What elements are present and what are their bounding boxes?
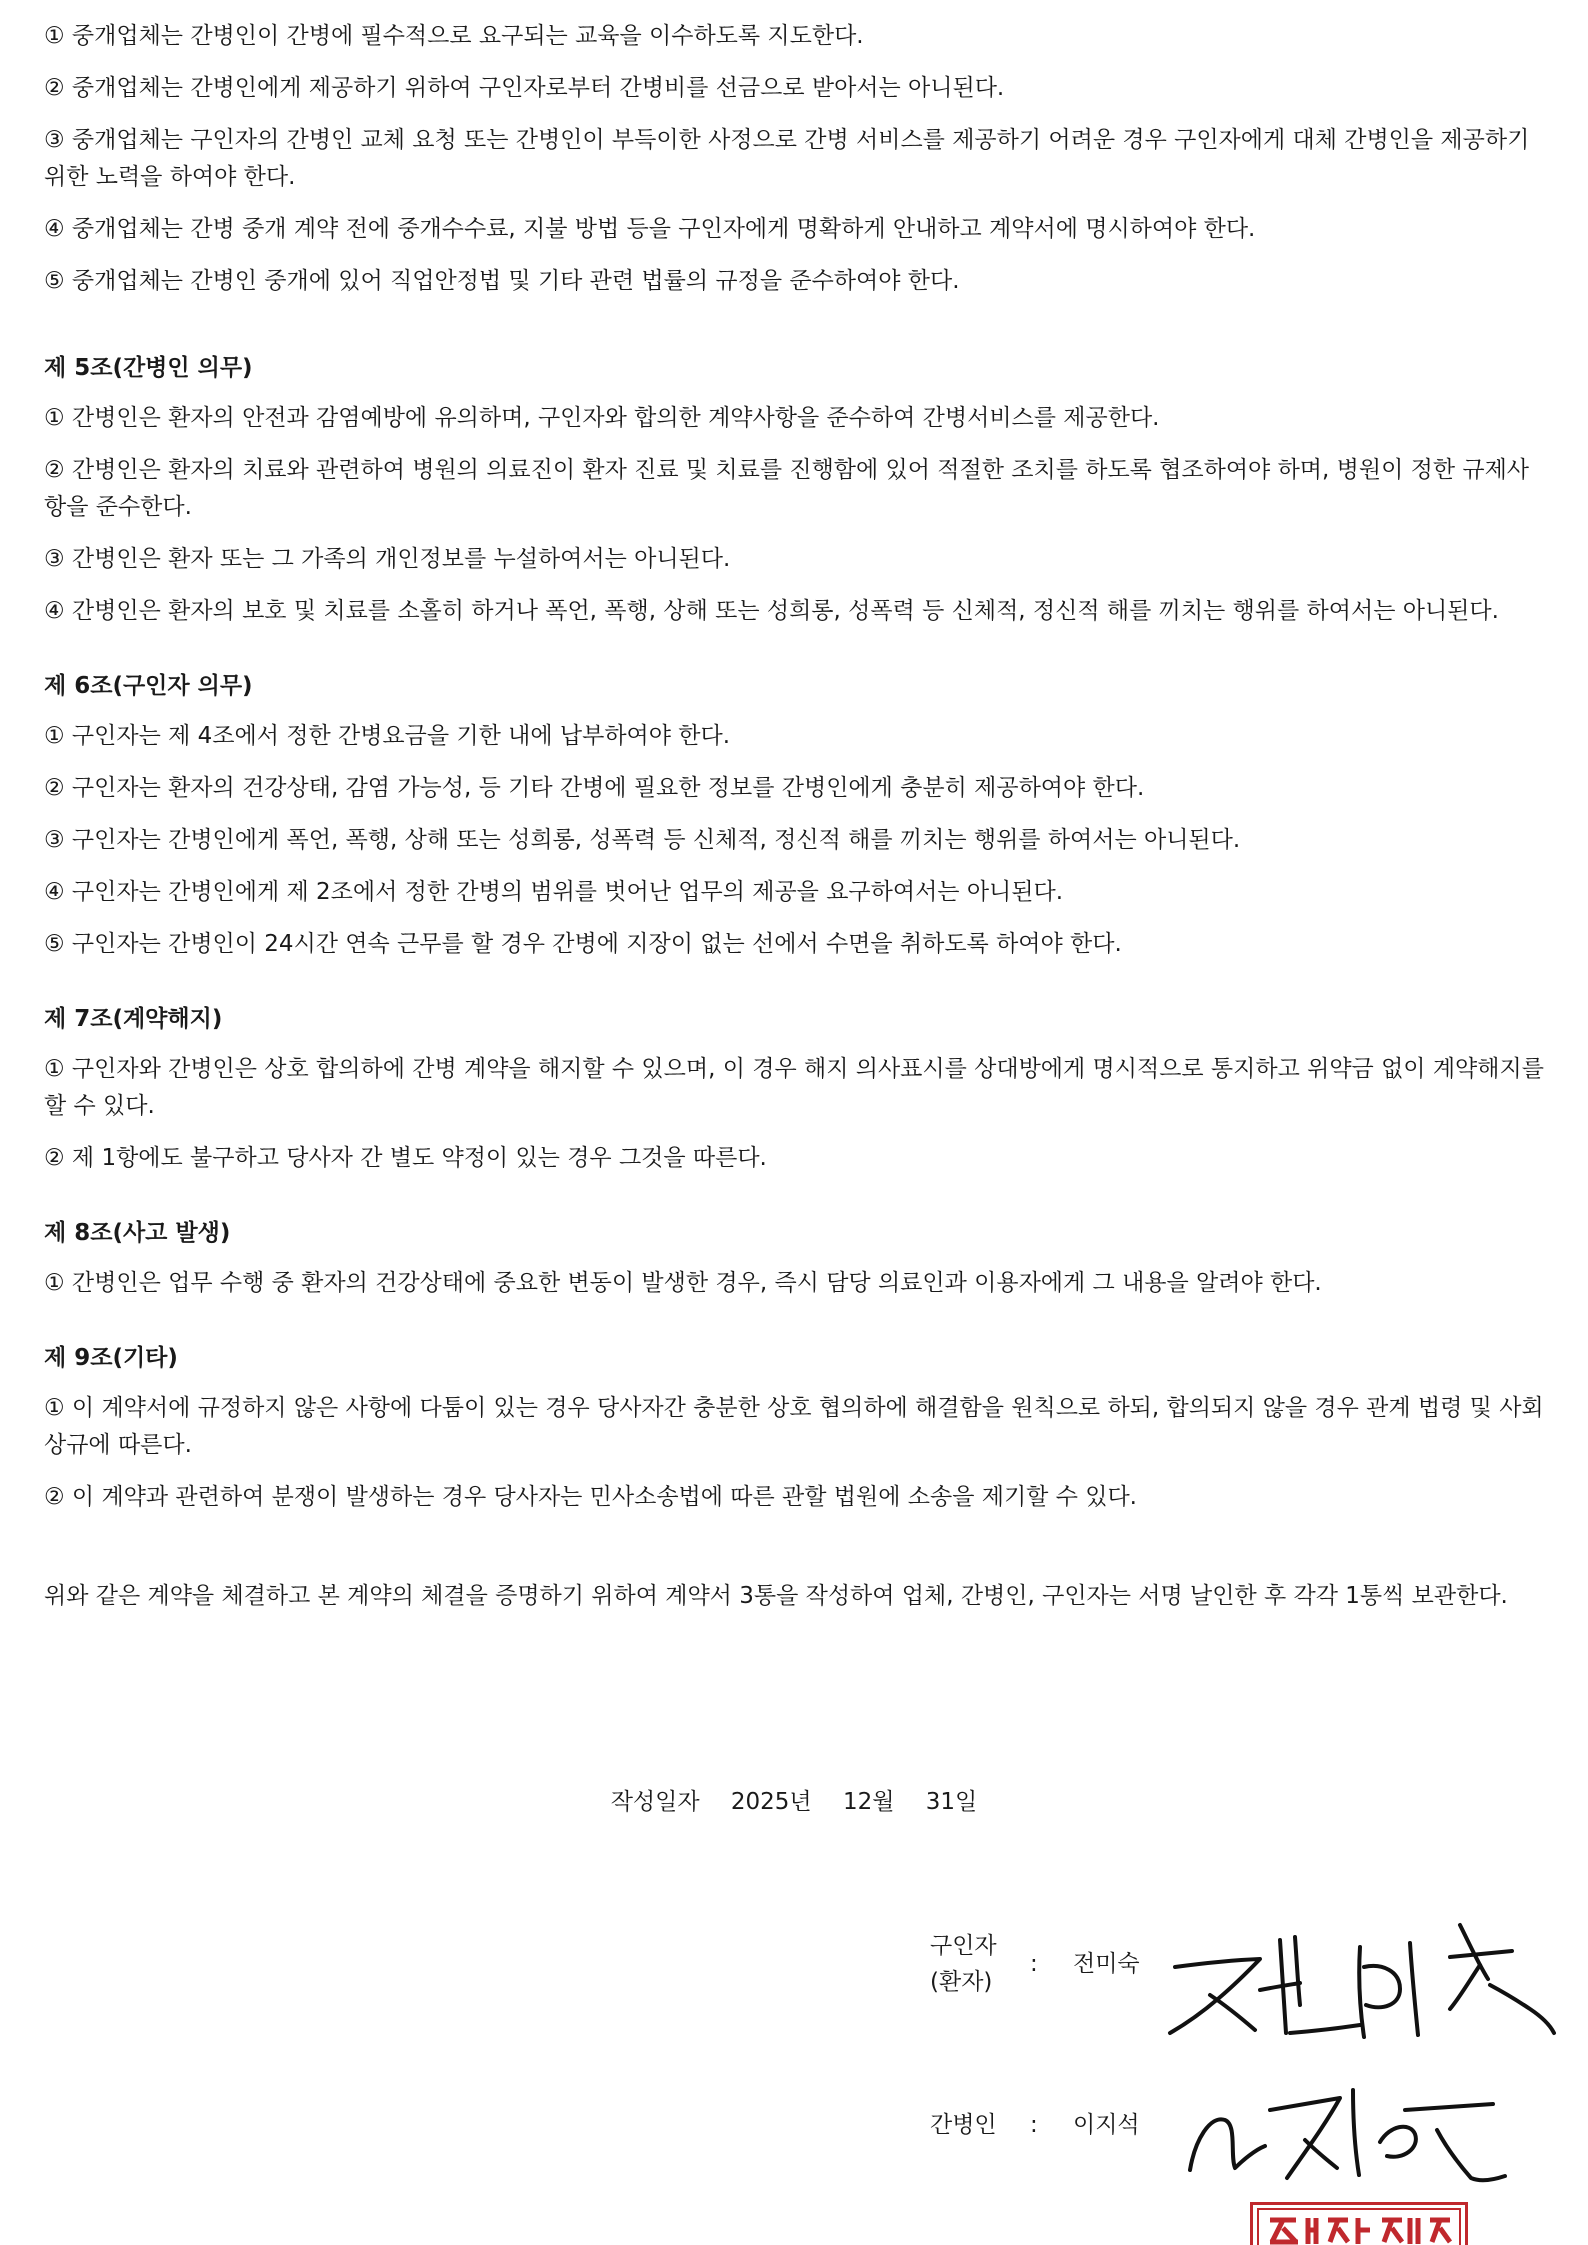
clause-item: ④ 간병인은 환자의 보호 및 치료를 소홀히 하거나 폭언, 폭행, 상해 또는 성희롱, 성폭력 등 신체적, 정신적 해를 끼치는 행위를 하여서는 아니된다. <box>44 598 1499 624</box>
clause-item: ② 구인자는 환자의 건강상태, 감염 가능성, 등 기타 간병에 필요한 정보를 간병인에게 충분히 제공하여야 한다. <box>44 775 1145 801</box>
article-heading: 제 6조(구인자 의무) <box>44 673 253 699</box>
closing-statement: 위와 같은 계약을 체결하고 본 계약의 체결을 증명하기 위하여 계약서 3통을 작성하여 업체, 간병인, 구인자는 서명 날인한 후 각각 1통씩 보관한다. <box>44 1583 1508 1609</box>
clause-item: ② 이 계약과 관련하여 분쟁이 발생하는 경우 당사자는 민사소송법에 따른 관할 법원에 소송을 제기할 수 있다. <box>44 1484 1137 1510</box>
intro-clauses <box>44 18 1550 300</box>
clause-item: ④ 중개업체는 간병 중개 계약 전에 중개수수료, 지불 방법 등을 구인자에게 명확하게 안내하고 계약서에 명시하여야 한다. <box>44 216 1256 242</box>
caregiver-handwritten-signature <box>1175 2070 1515 2185</box>
article-9-misc <box>44 1340 1550 1516</box>
article-7-termination <box>44 1001 1550 1177</box>
company-seal-stamp <box>1250 2202 1468 2245</box>
date-month: 12월 <box>842 1789 895 1815</box>
clause-item: ③ 간병인은 환자 또는 그 가족의 개인정보를 누설하여서는 아니된다. <box>44 546 731 572</box>
clause-item: ② 중개업체는 간병인에게 제공하기 위하여 구인자로부터 간병비를 선금으로 받아서는 아니된다. <box>44 75 1005 101</box>
article-5-caregiver-duties <box>44 350 1550 630</box>
clause-item: ④ 구인자는 간병인에게 제 2조에서 정한 간병의 범위를 벗어난 업무의 제공을 요구하여서는 아니된다. <box>44 879 1064 905</box>
clause-item: ⑤ 구인자는 간병인이 24시간 연속 근무를 할 경우 간병에 지장이 없는 선에서 수면을 취하도록 하여야 한다. <box>44 931 1122 957</box>
article-heading: 제 8조(사고 발생) <box>44 1220 231 1246</box>
clause-item: ① 중개업체는 간병인이 간병에 필수적으로 요구되는 교육을 이수하도록 지도한다. <box>44 23 864 49</box>
clause-item: ① 간병인은 업무 수행 중 환자의 건강상태에 중요한 변동이 발생한 경우, 즉시 담당 의료인과 이용자에게 그 내용을 알려야 한다. <box>44 1270 1322 1296</box>
contract-document <box>44 18 1550 1638</box>
clause-item: ② 간병인은 환자의 치료와 관련하여 병원의 의료진이 환자 진료 및 치료를 진행함에 있어 적절한 조치를 하도록 협조하여야 하며, 병원이 정한 규제사항을 준수한다. <box>44 457 1530 520</box>
clause-item: ① 구인자와 간병인은 상호 합의하에 간병 계약을 해지할 수 있으며, 이 경우 해지 의사표시를 상대방에게 명시적으로 통지하고 위약금 없이 계약해지를 할 수 있다. <box>44 1056 1544 1119</box>
clause-item: ① 이 계약서에 규정하지 않은 사항에 다툼이 있는 경우 당사자간 충분한 상호 협의하에 해결함을 원칙으로 하되, 합의되지 않을 경우 관계 법령 및 사회상규에 따른다. <box>44 1395 1544 1458</box>
clause-item: ② 제 1항에도 불구하고 당사자 간 별도 약정이 있는 경우 그것을 따른다. <box>44 1145 767 1171</box>
article-heading: 제 5조(간병인 의무) <box>44 355 253 381</box>
article-8-accident <box>44 1215 1550 1302</box>
client-role: 구인자 (환자) <box>930 1933 997 1995</box>
colon: : <box>1030 1951 1038 1977</box>
colon: : <box>1030 2112 1038 2138</box>
clause-item: ③ 중개업체는 구인자의 간병인 교체 요청 또는 간병인이 부득이한 사정으로 간병 서비스를 제공하기 어려운 경우 구인자에게 대체 간병인을 제공하기 위한 노력을 하여야 한다. <box>44 127 1530 190</box>
clause-item: ① 간병인은 환자의 안전과 감염예방에 유의하며, 구인자와 합의한 계약사항을 준수하여 간병서비스를 제공한다. <box>44 405 1160 431</box>
article-heading: 제 9조(기타) <box>44 1345 178 1371</box>
client-name: 전미숙 <box>1073 1951 1140 1977</box>
article-6-client-duties <box>44 668 1550 963</box>
clause-item: ③ 구인자는 간병인에게 폭언, 폭행, 상해 또는 성희롱, 성폭력 등 신체적, 정신적 해를 끼치는 행위를 하여서는 아니된다. <box>44 827 1241 853</box>
clause-item: ⑤ 중개업체는 간병인 중개에 있어 직업안정법 및 기타 관련 법률의 규정을 준수하여야 한다. <box>44 268 960 294</box>
client-handwritten-signature <box>1150 1905 1560 2055</box>
clause-item: ① 구인자는 제 4조에서 정한 간병요금을 기한 내에 납부하여야 한다. <box>44 723 731 749</box>
date-day: 31일 <box>925 1789 978 1815</box>
article-heading: 제 7조(계약해지) <box>44 1006 223 1032</box>
caregiver-name: 이지석 <box>1073 2112 1140 2138</box>
caregiver-role: 간병인 <box>930 2112 997 2138</box>
date-label: 작성일자 <box>610 1789 700 1815</box>
date-line <box>0 1784 1588 1821</box>
date-year: 2025년 <box>730 1789 812 1815</box>
